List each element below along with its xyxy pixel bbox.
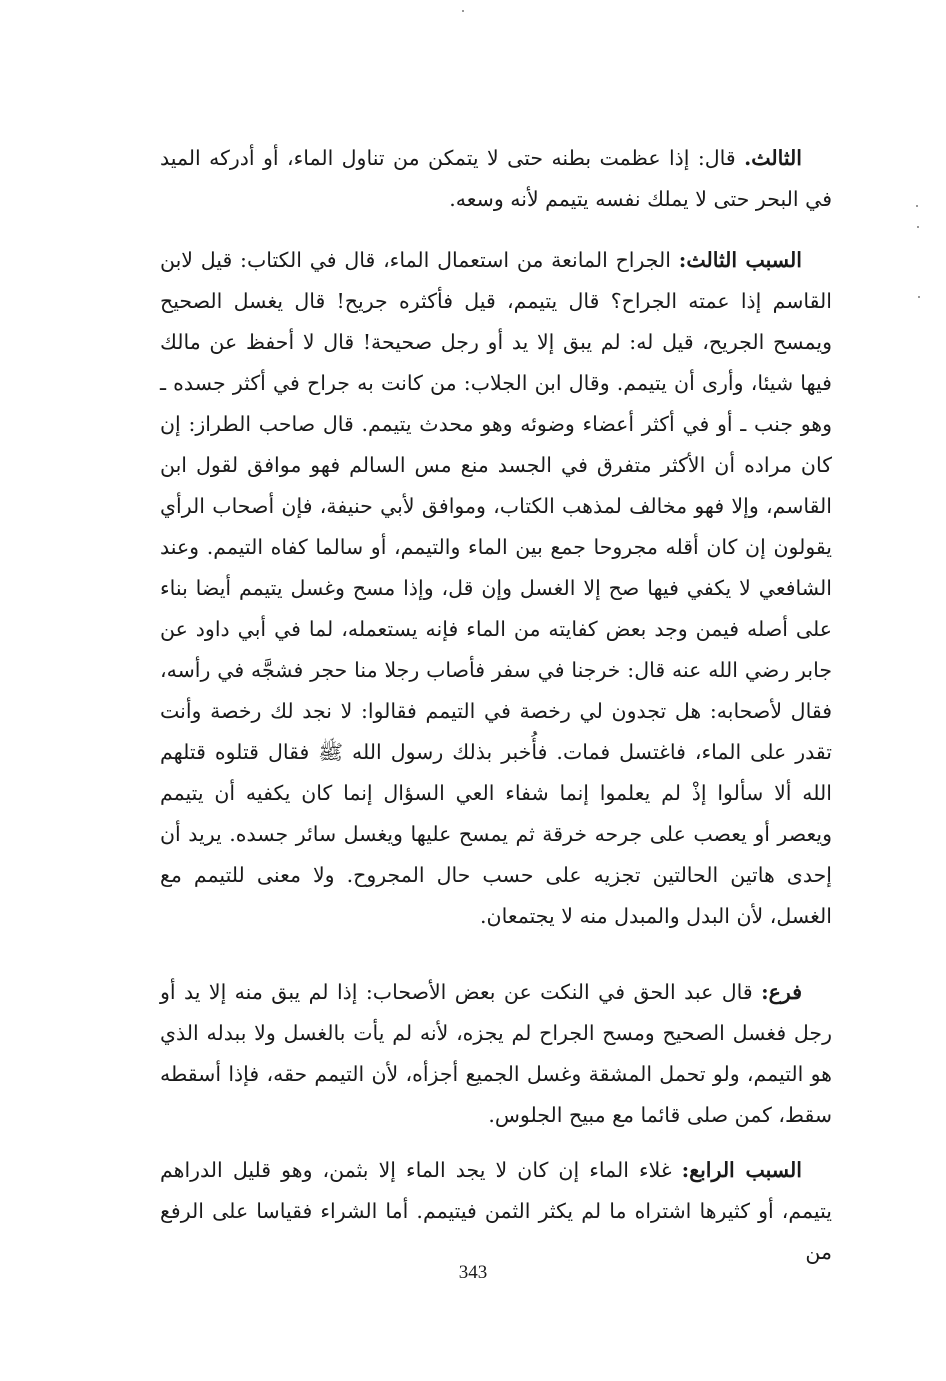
paragraph	[160, 1150, 832, 1273]
paragraph-branch	[160, 972, 832, 1136]
scan-speck	[462, 10, 464, 12]
paragraph-text: قال عبد الحق في النكت عن بعض الأصحاب: إذا لم يبق منه إلا يد أو رجل فغسل الصحيح ومسح الجراح لم يجزه، لأنه لم يأت بالغسل ولا ببدله الذي هو التيمم، ولو تحمل المشقة وغسل الجميع أجزأه، لأن التيمم حقه، فإذا أسقطه سقط، كمن صلى قائما مع مبيح الجلوس.	[160, 980, 832, 1127]
scan-speck	[916, 205, 918, 207]
paragraph-lead: الثالث.	[744, 146, 802, 170]
paragraph-third-cause	[160, 240, 832, 937]
scan-speck	[918, 296, 920, 298]
scan-speck	[917, 226, 919, 228]
paragraph-lead: فرع:	[761, 980, 802, 1004]
paragraph-fourth-cause	[160, 1150, 832, 1273]
paragraph-lead: السبب الثالث:	[678, 248, 802, 272]
paragraph	[160, 972, 832, 1136]
page-number: 343	[458, 1262, 488, 1283]
paragraph-third-case	[160, 138, 832, 220]
paragraph	[160, 240, 832, 937]
paragraph-lead: السبب الرابع:	[681, 1158, 802, 1182]
paragraph-text: غلاء الماء إن كان لا يجد الماء إلا بثمن، وهو قليل الدراهم يتيمم، أو كثيرها اشتراه ما لم يكثر الثمن فيتيمم. أما الشراء فقياسا على الرفع من	[160, 1158, 832, 1264]
paragraph	[160, 138, 832, 220]
paragraph-text: قال: إذا عظمت بطنه حتى لا يتمكن من تناول الماء، أو أدركه الميد في البحر حتى لا يملك نفسه يتيمم لأنه وسعه.	[160, 146, 832, 211]
paragraph-text: الجراح المانعة من استعمال الماء، قال في الكتاب: قيل لابن القاسم إذا عمته الجراح؟ قال يتيمم، قيل فأكثره جريح! قال يغسل الصحيح ويمسح الجريح، قيل له: لم يبق إلا يد أو رجل صحيحة! قال لا أحفظ عن مالك فيها شيئا، وأرى أن يتيمم. وقال ابن الجلاب: من كانت به جراح في أكثر جسده ـ وهو جنب ـ أو في أكثر أعضاء وضوئه وهو محدث يتيمم. قال صاحب الطراز: إن كان مراده أن الأكثر متفرق في الجسد منع مس السالم فهو موافق لقول ابن القاسم، وإلا فهو مخالف لمذهب الكتاب، وموافق لأبي حنيفة، فإن أصحاب الرأي يقولون إن كان أقله مجروحا جمع بين الماء والتيمم، أو سالما كفاه التيمم. وعند الشافعي لا يكفي فيها صح إلا الغسل وإن قل، وإذا مسح وغسل يتيمم أيضا بناء على أصله فيمن وجد بعض كفايته من الماء فإنه يستعمله، لما في أبي داود عن جابر رضي الله عنه قال: خرجنا في سفر فأصاب رجلا منا حجر فشجَّه في رأسه، فقال لأصحابه: هل تجدون لي رخصة في التيمم فقالوا: لا نجد لك رخصة وأنت تقدر على الماء، فاغتسل فمات. فأُخبر بذلك رسول الله ﷺ فقال قتلوه قتلهم الله ألا سألوا إذْ لم يعلموا إنما شفاء العي السؤال إنما كان يكفيه أن يتيمم ويعصر أو يعصب على جرحه خرقة ثم يمسح عليها ويغسل سائر جسده. يريد أن إحدى هاتين الحالتين تجزيه على حسب حال المجروح. ولا معنى للتيمم مع الغسل، لأن البدل والمبدل منه لا يجتمعان.	[160, 248, 832, 928]
